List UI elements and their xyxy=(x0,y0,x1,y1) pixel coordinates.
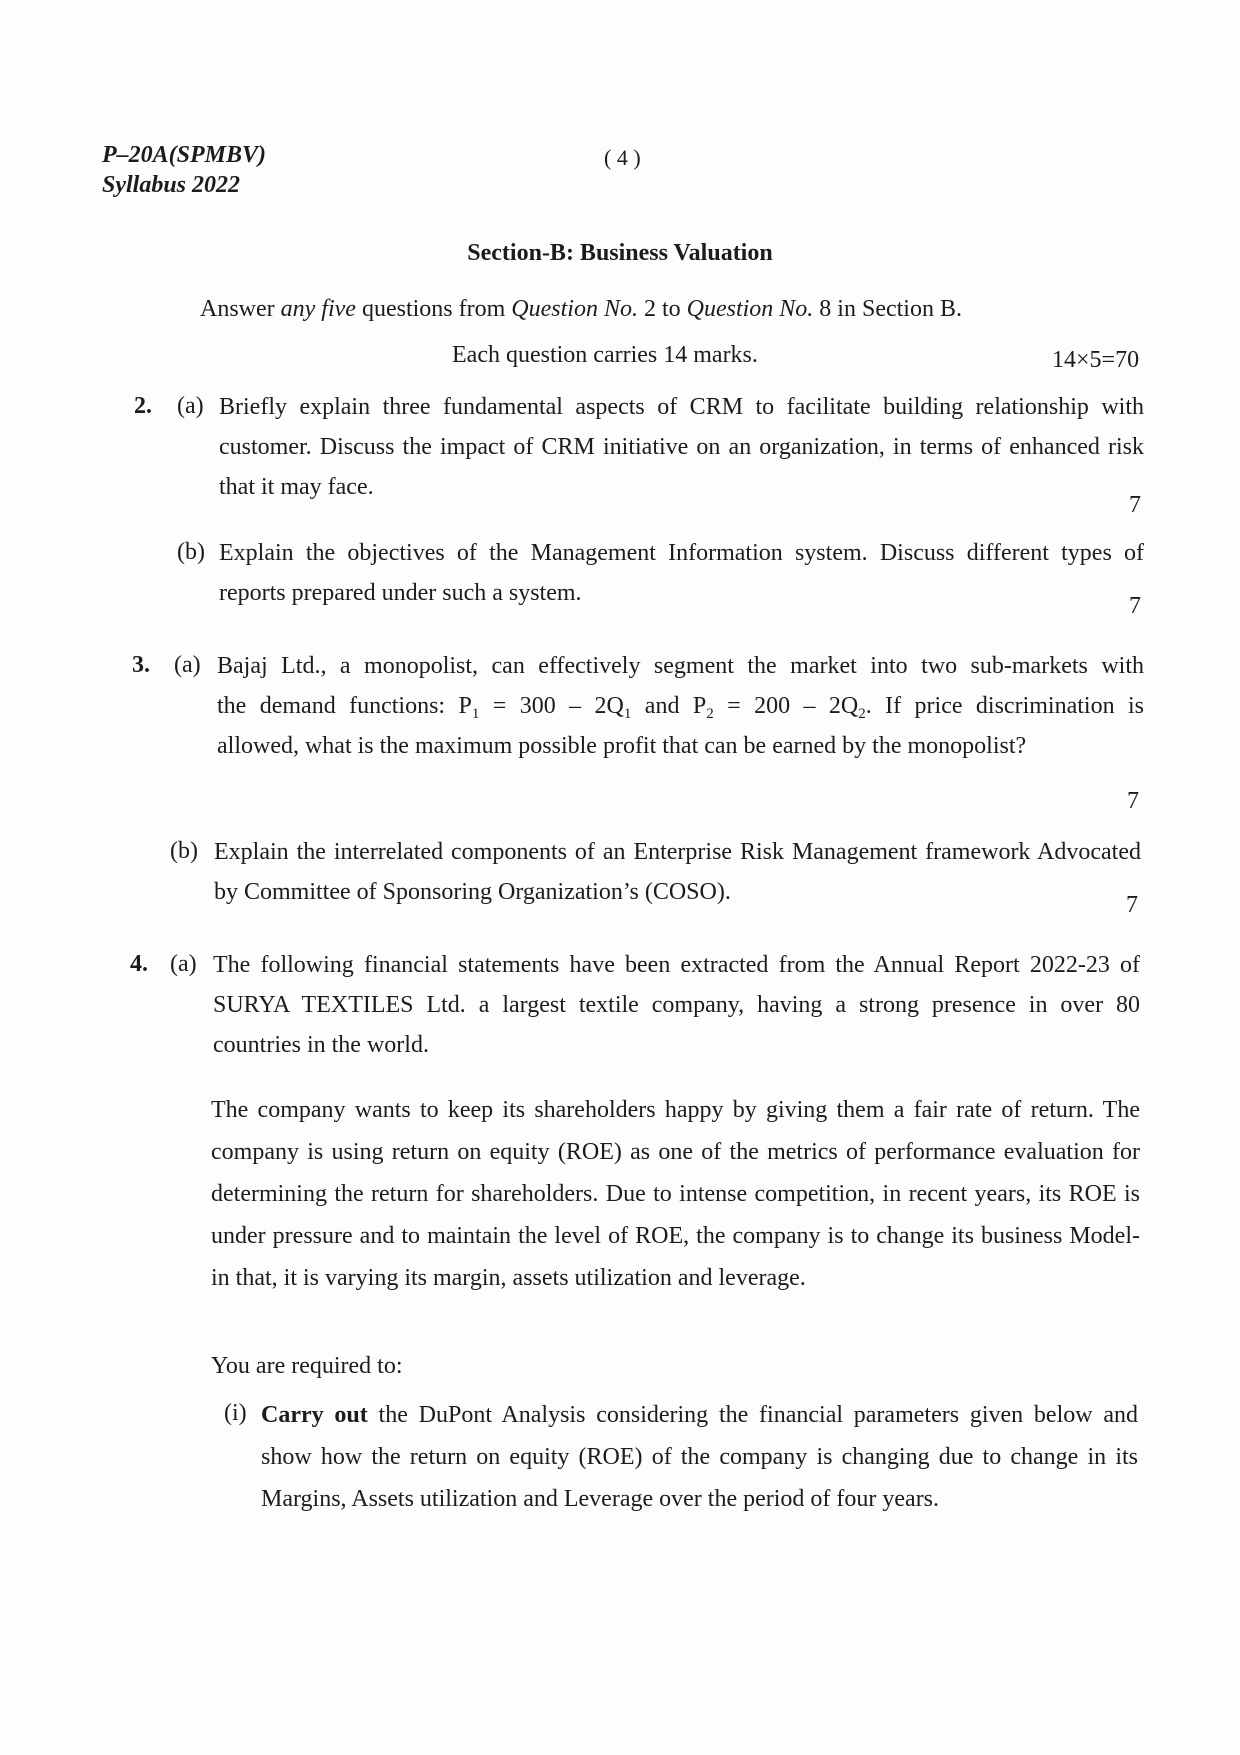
paper-header xyxy=(102,140,266,200)
emphasis-text: Carry out xyxy=(261,1402,368,1428)
marks-instruction: Each question carries 14 marks. xyxy=(452,342,758,368)
formula-subscript: 2 xyxy=(706,706,714,722)
part-label: (b) xyxy=(170,838,198,864)
part-label: (b) xyxy=(177,539,205,565)
instruction-text: Answer xyxy=(200,296,281,322)
question-number: 4. xyxy=(130,951,148,977)
instruction-text: questions from xyxy=(355,296,512,322)
sub-part-label: (i) xyxy=(224,1400,247,1426)
question-marks: 7 xyxy=(1126,892,1138,918)
question-number: 3. xyxy=(132,652,150,678)
question-text: Briefly explain three fundamental aspects of CRM to facilitate building relationship with customer. Discuss the impact of CRM initiative on an organization, in terms of enhanced risk that it may face. xyxy=(219,394,1144,500)
instruction-emphasis: any five xyxy=(280,296,356,322)
instruction-text: 2 to xyxy=(637,296,687,322)
section-title: Section-B: Business Valuation xyxy=(467,240,773,266)
question-text xyxy=(217,646,1144,766)
question-paragraph: The company wants to keep its shareholders happy by giving them a fair rate of return. The company is using return on equity (ROE) as one of the metrics of performance evaluation for determining the return for shareholders. Due to intense competition, in recent years, its ROE is under pressure and to maintain the level of ROE, the company is to change its business Model-in that, it is varying its margin, assets utilization and leverage. xyxy=(211,1097,1140,1291)
question-text-line: Bajaj Ltd., a monopolist, can effectively segment the market into two sub-markets with xyxy=(217,653,1144,679)
question-text: Explain the interrelated components of an Enterprise Risk Management framework Advocated by Committee of Sponsoring Organization’s (COSO). xyxy=(214,839,1141,905)
question-text xyxy=(261,1394,1138,1520)
formula-subscript: 1 xyxy=(623,706,632,722)
paper-code: P–20A(SPMBV) xyxy=(102,142,267,168)
demand-functions-line xyxy=(217,686,1144,726)
formula-text: . If price discrimination is xyxy=(865,693,1144,719)
formula-subscript: 1 xyxy=(471,706,480,722)
formula-text: and P xyxy=(631,693,707,719)
formula-text: = 200 – 2Q xyxy=(713,693,859,719)
instruction-emphasis: Question No. xyxy=(686,296,814,322)
page-number: ( 4 ) xyxy=(604,145,641,170)
syllabus-label: Syllabus 2022 xyxy=(102,172,241,198)
question-text: Explain the objectives of the Management Information system. Discuss different types of reports prepared under such a system. xyxy=(219,540,1144,606)
part-label: (a) xyxy=(177,393,204,419)
formula-text: the demand functions: P xyxy=(217,693,472,719)
instruction-text: 8 in Section B. xyxy=(813,296,962,322)
question-paragraph: You are required to: xyxy=(211,1353,403,1379)
question-number: 2. xyxy=(134,393,152,419)
marks-total: 14×5=70 xyxy=(1052,347,1140,373)
formula-subscript: 2 xyxy=(858,706,866,722)
question-marks: 7 xyxy=(1129,593,1141,619)
question-marks: 7 xyxy=(1129,492,1141,518)
question-marks: 7 xyxy=(1127,788,1139,814)
question-text-body: the DuPont Analysis considering the financial parameters given below and show how the return on equity (ROE) of the company is changing due to change in its Margins, Assets utilization and Leverage over the period of four years. xyxy=(261,1402,1139,1512)
formula-text: = 300 – 2Q xyxy=(479,693,624,719)
section-instruction xyxy=(200,296,962,323)
question-text-line: allowed, what is the maximum possible profit that can be earned by the monopolist? xyxy=(217,733,1027,759)
part-label: (a) xyxy=(174,652,201,678)
question-paragraph: The following financial statements have been extracted from the Annual Report 2022-23 of SURYA TEXTILES Ltd. a largest textile company, having a strong presence in over 80 countries in the world. xyxy=(213,952,1140,1058)
instruction-emphasis: Question No. xyxy=(511,296,638,322)
part-label: (a) xyxy=(170,951,197,977)
